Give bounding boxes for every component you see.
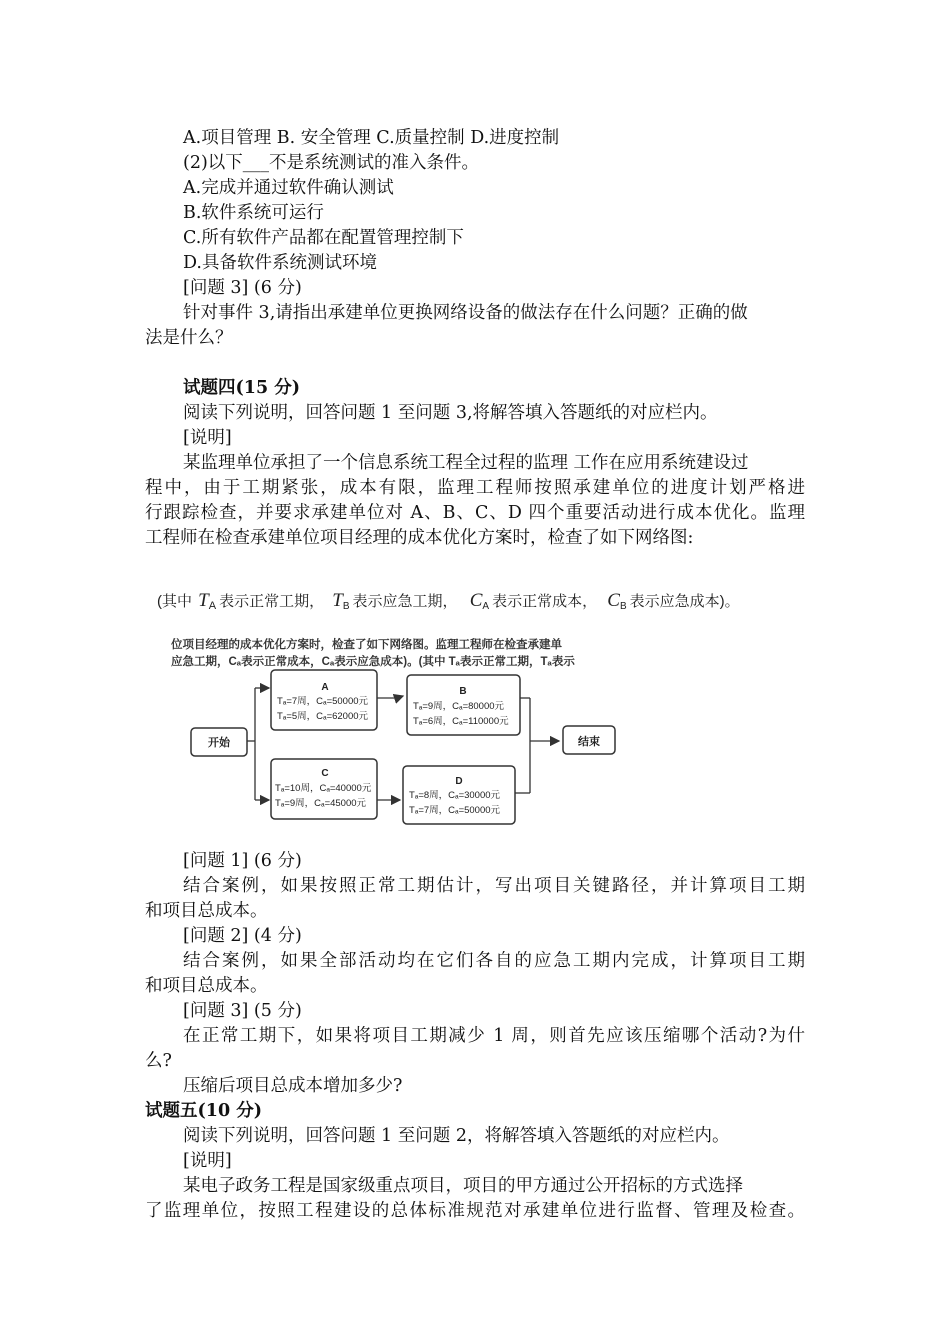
svg-text:结束: 结束 (578, 736, 600, 748)
q2-option-a: A.完成并通过软件确认测试 (183, 178, 394, 198)
svg-text:Tₐ=9周，Cₐ=45000元: Tₐ=9周，Cₐ=45000元 (275, 798, 367, 809)
q3-text-1: 针对事件 3,请指出承建单位更换网络设备的做法存在什么问题？正确的做 (183, 303, 748, 323)
q2-option-b: B.软件系统可运行 (183, 203, 324, 223)
section4-title: 试题四(15 分) (183, 378, 301, 398)
svg-text:Tₐ=5周，Cₐ=62000元: Tₐ=5周，Cₐ=62000元 (277, 711, 369, 722)
activity-a-node (271, 670, 377, 730)
section5-title: 试题五(10 分) (145, 1101, 263, 1121)
q4-3-line: 在正常工期下，如果将项目工期减少 1 周，则首先应该压缩哪个活动?为什 (183, 1026, 805, 1046)
q3-text-2: 法是什么？ (145, 328, 233, 348)
svg-text:Tₐ=7周，Cₐ=50000元: Tₐ=7周，Cₐ=50000元 (409, 805, 501, 816)
q4-2-header: [问题 2] (4 分) (183, 926, 302, 946)
section5-desc-line: 了监理单位，按照工程建设的总体标准规范对承建单位进行监督、管理及检查。 (145, 1201, 805, 1221)
section4-desc-label: [说明] (183, 428, 232, 448)
svg-text:Tₐ=10周，Cₐ=40000元: Tₐ=10周，Cₐ=40000元 (275, 783, 372, 794)
q2-option-c: C.所有软件产品都在配置管理控制下 (183, 228, 464, 248)
legend-open: (其中 (157, 593, 192, 610)
network-diagram (145, 578, 805, 840)
end-node (563, 726, 615, 754)
q2-stem: (2)以下___不是系统测试的准入条件。 (183, 153, 480, 173)
q4-1-header: [问题 1] (6 分) (183, 851, 302, 871)
section5-desc-label: [说明] (183, 1151, 232, 1171)
question-options-line: A.项目管理 B. 安全管理 C.质量控制 D.进度控制 (183, 128, 560, 148)
q4-3-header: [问题 3] (5 分) (183, 1001, 302, 1021)
scan-line-2: 应急工期，Cₐ表示正常成本，Cₐ表示应急成本)。(其中 Tₐ表示正常工期，Tₐ表示 (171, 656, 575, 668)
activity-c-node (271, 759, 377, 819)
section4-intro: 阅读下列说明，回答问题 1 至问题 3,将解答填入答题纸的对应栏内。 (183, 403, 718, 423)
svg-text:C: C (321, 768, 329, 779)
q4-2-line: 和项目总成本。 (145, 976, 268, 996)
svg-text:B: B (459, 686, 467, 697)
section4-desc-line: 行跟踪检查，并要求承建单位对 A、B、C、D 四个重要活动进行成本优化。监理 (145, 503, 805, 523)
svg-text:Tₐ=8周，Cₐ=30000元: Tₐ=8周，Cₐ=30000元 (409, 790, 501, 801)
start-node (191, 728, 247, 756)
section4-desc-line: 某监理单位承担了一个信息系统工程全过程的监理 工作在应用系统建设过 (183, 453, 749, 473)
section5-desc-line: 某电子政务工程是国家级重点项目，项目的甲方通过公开招标的方式选择 (183, 1176, 743, 1196)
section4-desc-line: 工程师在检查承建单位项目经理的成本优化方案时，检查了如下网络图: (145, 528, 694, 548)
q4-3-line: 么? (145, 1051, 172, 1071)
svg-text:D: D (455, 776, 463, 787)
scan-line-1: 位项目经理的成本优化方案时，检查了如下网络图。监理工程师在检查承建单 (171, 639, 562, 651)
activity-d-node (403, 766, 515, 824)
q2-option-d: D.具备软件系统测试环境 (183, 253, 377, 273)
q4-3-line: 压缩后项目总成本增加多少? (183, 1076, 403, 1096)
svg-text:(其中 TA表示正常工期， TB表示: (其中 $T_A$ 表示正常工期， $T_B$ 表示应急工期， $C_A$ 表示正常成本， $C_B$ 表示应急成本)。 (157, 590, 740, 612)
q3-header: [问题 3] (6 分) (183, 278, 302, 298)
activity-b-node (407, 675, 520, 735)
diagram-legend (157, 590, 740, 612)
q4-1-line: 和项目总成本。 (145, 901, 268, 921)
q4-2-line: 结合案例，如果全部活动均在它们各自的应急工期内完成，计算项目工期 (183, 951, 805, 971)
q4-1-line: 结合案例，如果按照正常工期估计，写出项目关键路径，并计算项目工期 (183, 876, 805, 896)
section4-desc-line: 程中，由于工期紧张，成本有限，监理工程师按照承建单位的进度计划严格进 (145, 478, 805, 498)
section5-intro: 阅读下列说明，回答问题 1 至问题 2，将解答填入答题纸的对应栏内。 (183, 1126, 730, 1146)
svg-text:Tₐ=9周，Cₐ=80000元: Tₐ=9周，Cₐ=80000元 (413, 701, 505, 712)
svg-text:开始: 开始 (208, 737, 230, 749)
svg-text:Tₐ=6周，Cₐ=110000元: Tₐ=6周，Cₐ=110000元 (413, 716, 509, 727)
svg-text:Tₐ=7周，Cₐ=50000元: Tₐ=7周，Cₐ=50000元 (277, 696, 369, 707)
svg-text:A: A (321, 682, 329, 693)
